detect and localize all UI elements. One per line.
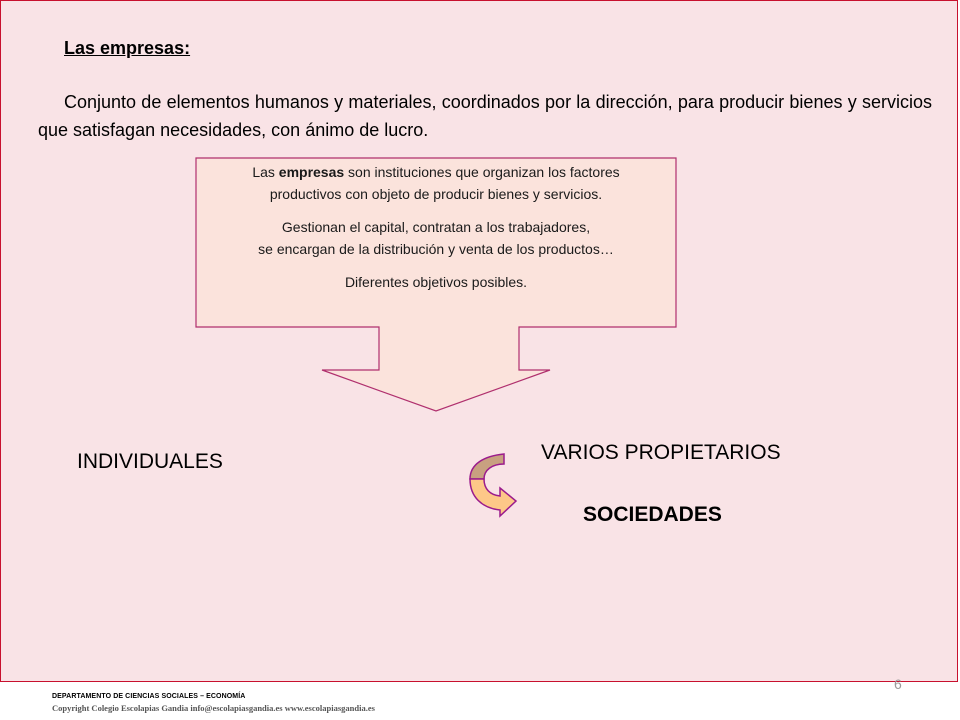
callout-line-1-post: son instituciones que organizan los factores bbox=[344, 164, 620, 180]
callout-line-3: Gestionan el capital, contratan a los trabajadores, bbox=[281, 219, 591, 235]
callout-bold-word: empresas bbox=[278, 164, 345, 180]
callout-line-4: se encargan de la distribución y venta de los productos… bbox=[258, 241, 614, 257]
page-number: 6 bbox=[894, 676, 902, 692]
callout-line-5: Diferentes objetivos posibles. bbox=[344, 274, 528, 290]
definition-paragraph: Conjunto de elementos humanos y materiales, coordinados por la dirección, para producir bienes y servicios que satisfagan necesidades, con ánimo de lucro. bbox=[38, 92, 932, 140]
varios-propietarios-label: VARIOS PROPIETARIOS bbox=[541, 441, 781, 464]
callout-line-2: productivos con objeto de producir bienes y servicios. bbox=[269, 186, 603, 202]
curved-uturn-arrow-icon bbox=[462, 452, 522, 522]
footer-copyright: Copyright Colegio Escolapias Gandia info@escolapiasgandia.es www.escolapiasgandia.es bbox=[52, 703, 375, 713]
callout-line-1-pre: Las bbox=[252, 164, 279, 180]
individuales-label: INDIVIDUALES bbox=[77, 450, 223, 473]
section-heading: Las empresas: bbox=[64, 38, 191, 58]
sociedades-label: SOCIEDADES bbox=[583, 503, 722, 526]
footer-department: DEPARTAMENTO DE CIENCIAS SOCIALES – ECONOMÍA bbox=[52, 693, 246, 700]
callout-text bbox=[200, 161, 672, 293]
callout-line-1 bbox=[200, 161, 672, 183]
